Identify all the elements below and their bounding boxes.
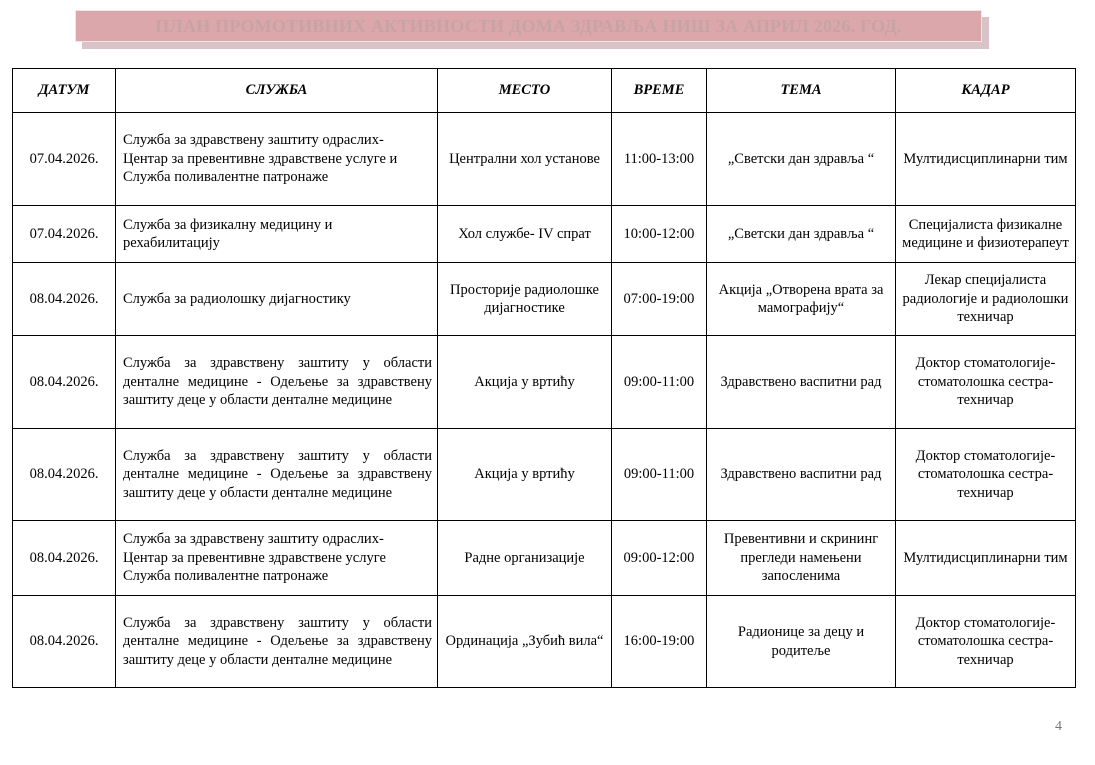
time-cell: 09:00-12:00	[612, 521, 707, 596]
staff-cell: Доктор стоматологије- стоматолошка сестра- техничар	[896, 429, 1076, 521]
page-title: ПЛАН ПРОМОТИВНИХ АКТИВНОСТИ ДОМА ЗДРАВЉА НИШ ЗА АПРИЛ 2026. ГОД.	[75, 10, 982, 42]
header-topic: ТЕМА	[707, 69, 896, 113]
place-cell: Акција у вртићу	[438, 336, 612, 429]
topic-cell: „Светски дан здравља “	[707, 206, 896, 263]
time-cell: 11:00-13:00	[612, 113, 707, 206]
time-cell: 09:00-11:00	[612, 429, 707, 521]
table-row	[13, 336, 1076, 429]
table-row	[13, 113, 1076, 206]
table-row	[13, 596, 1076, 688]
staff-cell: Доктор стоматологије- стоматолошка сестра- техничар	[896, 336, 1076, 429]
header-service: СЛУЖБА	[116, 69, 438, 113]
service-cell: Служба за здравствену заштиту одраслих- Центар за превентивне здравствене услуге Служба поливалентне патронаже	[116, 521, 438, 596]
service-cell: Служба за физикалну медицину и рехабилитацију	[116, 206, 438, 263]
time-cell: 09:00-11:00	[612, 336, 707, 429]
date-cell: 08.04.2026.	[13, 596, 116, 688]
place-cell: Централни хол установе	[438, 113, 612, 206]
service-cell: Служба за здравствену заштиту у области денталне медицине - Одељење за здравствену заштиту деце у области денталне медицине	[116, 336, 438, 429]
place-cell: Просторије радиолошке дијагностике	[438, 263, 612, 336]
topic-cell: „Светски дан здравља “	[707, 113, 896, 206]
topic-cell: Радионице за децу и родитеље	[707, 596, 896, 688]
staff-cell: Мултидисциплинарни тим	[896, 521, 1076, 596]
date-cell: 08.04.2026.	[13, 263, 116, 336]
table-row	[13, 263, 1076, 336]
place-cell: Хол службе- IV спрат	[438, 206, 612, 263]
header-staff: КАДАР	[896, 69, 1076, 113]
date-cell: 07.04.2026.	[13, 206, 116, 263]
topic-cell: Акција „Отворена врата за мамографију“	[707, 263, 896, 336]
service-cell: Служба за здравствену заштиту у области денталне медицине - Одељење за здравствену заштиту деце у области денталне медицине	[116, 429, 438, 521]
staff-cell: Лекар специјалиста радиологије и радиолошки техничар	[896, 263, 1076, 336]
time-cell: 07:00-19:00	[612, 263, 707, 336]
place-cell: Радне организације	[438, 521, 612, 596]
activity-plan-table	[12, 68, 1076, 688]
page-number: 4	[1055, 719, 1062, 734]
service-cell: Служба за здравствену заштиту одраслих- Центар за превентивне здравствене услуге и Служба поливалентне патронаже	[116, 113, 438, 206]
date-cell: 07.04.2026.	[13, 113, 116, 206]
staff-cell: Мултидисциплинарни тим	[896, 113, 1076, 206]
time-cell: 16:00-19:00	[612, 596, 707, 688]
topic-cell: Здравствено васпитни рад	[707, 336, 896, 429]
service-cell: Служба за здравствену заштиту у области денталне медицине - Одељење за здравствену заштиту деце у области денталне медицине	[116, 596, 438, 688]
table-header-row	[13, 69, 1076, 113]
header-time: ВРЕМЕ	[612, 69, 707, 113]
topic-cell: Здравствено васпитни рад	[707, 429, 896, 521]
table-row	[13, 521, 1076, 596]
header-date: ДАТУМ	[13, 69, 116, 113]
topic-cell: Превентивни и скрининг прегледи намењени запосленима	[707, 521, 896, 596]
staff-cell: Специјалиста физикалне медицине и физиотерапеут	[896, 206, 1076, 263]
date-cell: 08.04.2026.	[13, 429, 116, 521]
header-place: МЕСТО	[438, 69, 612, 113]
staff-cell: Доктор стоматологије- стоматолошка сестра- техничар	[896, 596, 1076, 688]
date-cell: 08.04.2026.	[13, 336, 116, 429]
place-cell: Ординација „Зубић вила“	[438, 596, 612, 688]
table-row	[13, 429, 1076, 521]
table-row	[13, 206, 1076, 263]
time-cell: 10:00-12:00	[612, 206, 707, 263]
service-cell: Служба за радиолошку дијагностику	[116, 263, 438, 336]
date-cell: 08.04.2026.	[13, 521, 116, 596]
place-cell: Акција у вртићу	[438, 429, 612, 521]
